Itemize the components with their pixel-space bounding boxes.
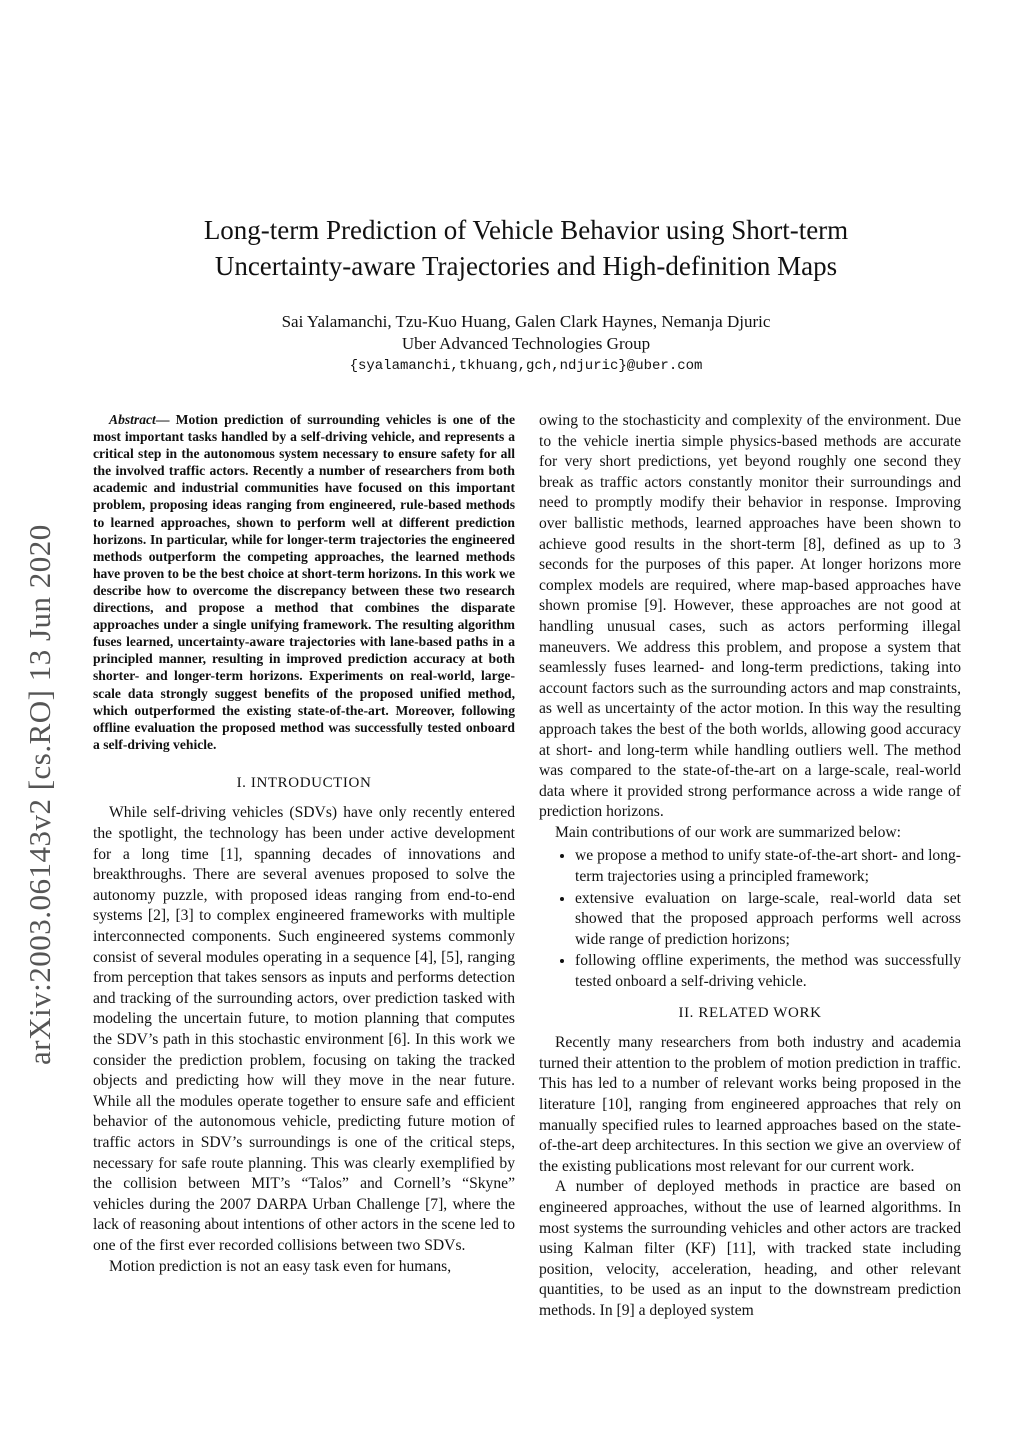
right-column: [539, 411, 961, 1322]
abstract: Abstract— Motion prediction of surrounding vehicles is one of the most important tasks handled by a self-driving vehicle, and represents a critical step in the autonomous system necessary to ensure safety for all the involved traffic actors. Recently a number of researchers from both academic and industrial communities have focused on this important problem, proposing ideas ranging from engineered, rule-based methods to learned approaches, shown to perform well at different prediction horizons. In particular, while for longer-term trajectories the engineered methods outperform the competing approaches, the learned methods have proven to be the best choice at short-term horizons. In this work we describe how to overcome the discrepancy between these two research directions, and propose a method that combines the disparate approaches under a single unifying framework. The resulting algorithm fuses learned, uncertainty-aware trajectories with lane-based paths in a principled manner, resulting in improved prediction accuracy at both shorter- and longer-term horizons. Experiments on real-world, large-scale data strongly suggest benefits of the proposed unified method, which outperformed the existing state-of-the-art. Moreover, following offline evaluation the proposed method was successfully tested onboard a self-driving vehicle.: [93, 412, 515, 752]
author-names: Sai Yalamanchi, Tzu-Kuo Huang, Galen Clark Haynes, Nemanja Djuric: [281, 312, 771, 331]
paper-title: [120, 212, 932, 284]
related-paragraph-1: Recently many researchers from both industry and academia turned their attention to the problem of motion prediction in traffic. This has led to a number of relevant works being proposed in the literature [10], ranging from engineered approaches that rely on manually specified rules to learned approaches based on the state-of-the-art deep architectures. In this section we give an overview of the existing publications most relevant for our current work.: [539, 1034, 961, 1175]
title-line-1: Long-term Prediction of Vehicle Behavior using Short-term: [203, 215, 849, 245]
contribution-item: • following offline experiments, the method was successfully tested onboard a self-driving vehicle.: [575, 951, 961, 992]
intro-paragraph-1: While self-driving vehicles (SDVs) have only recently entered the spotlight, the technology has been under active development for a long time [1], spanning decades of innovations and breakthroughs. There are several avenues proposed to solve the autonomy puzzle, with proposed ideas ranging from end-to-end systems [2], [3] to complex engineered frameworks with multiple interconnected components. Such engineered systems commonly consist of several modules operating in a sequence [4], [5], ranging from perception that takes sensors as inputs and performs detection and tracking of the surrounding actors, over prediction tasked with modeling the uncertain future, to motion planning that computes the SDV’s path in this stochastic environment [6]. In this work we consider the prediction problem, focusing on taking the tracked objects and predicting how will they move in the near future. While all the modules operate together to ensure safe and efficient behavior of the autonomous vehicle, predicting future motion of traffic actors in SDV’s surroundings is one of the critical steps, necessary for safe route planning. This was clearly exemplified by the collision between MIT’s “Talos” and Cornell’s “Skyne” vehicles during the 2007 DARPA Urban Challenge [7], where the lack of reasoning about intentions of other actors in the scene led to one of the first ever recorded collisions between two SDVs.: [93, 804, 515, 1254]
intro-paragraph-2-continued: owing to the stochasticity and complexity of the environment. Due to the vehicle inertia simple physics-based methods are accurate for very short predictions, yet beyond roughly one second they break as traffic actors constantly monitor their surroundings and need to promptly modify their behavior in response. Improving over ballistic methods, learned approaches have been shown to achieve good results in the short-term [8], defined as up to 3 seconds for the purposes of this paper. At longer horizons more complex models are required, where map-based approaches have shown promise [9]. However, these approaches are not good at handling unusual cases, such as actors performing illegal maneuvers. We address this problem, and propose a system that seamlessly fuses learned- and long-term predictions, taking into account factors such as the surrounding actors and map constraints, as well as uncertainty of the actor motion. In this way the resulting approach takes the best of the both worlds, allowing good accuracy at short- and long-term while handling outliers well. The method was compared to the state-of-the-art on a large-scale, real-world data where it provided strong performance across a wide range of prediction horizons.: [539, 412, 961, 821]
abstract-text: Motion prediction of surrounding vehicles is one of the most important tasks handled by a self-driving vehicle, and represents a critical step in the autonomous system necessary to ensure safety for all the involved traffic actors. Recently a number of researchers from both academic and industrial communities have focused on this important problem, proposing ideas ranging from engineered, rule-based methods to learned approaches, shown to perform well at different prediction horizons. In particular, while for longer-term trajectories the engineered methods outperform the competing approaches, the learned methods have proven to be the best choice at short-term horizons. In this work we describe how to overcome the discrepancy between these two research directions, and propose a method that combines the disparate approaches under a single unifying framework. The resulting algorithm fuses learned, uncertainty-aware trajectories with lane-based paths in a principled manner, resulting in improved prediction accuracy at both shorter- and longer-term horizons. Experiments on real-world, large-scale data strongly suggest benefits of the proposed unified method, which outperformed the existing state-of-the-art. Moreover, following offline evaluation the proposed method was successfully tested onboard a self-driving vehicle.: [93, 412, 515, 752]
contributions-intro: Main contributions of our work are summarized below:: [555, 823, 902, 841]
author-affiliation: Uber Advanced Technologies Group: [401, 334, 651, 353]
author-email: {syalamanchi,tkhuang,gch,ndjuric}@uber.com: [349, 358, 703, 374]
abstract-label: Abstract: [109, 412, 156, 427]
contribution-item: • extensive evaluation on large-scale, real-world data set showed that the proposed approach performs well across wide range of prediction horizons;: [575, 889, 961, 951]
title-line-2: Uncertainty-aware Trajectories and High-definition Maps: [214, 251, 838, 281]
related-work-heading: II. RELATED WORK: [678, 1004, 822, 1021]
contributions-list: [539, 846, 961, 992]
left-column: [93, 411, 515, 1277]
contribution-item: • we propose a method to unify state-of-the-art short- and long-term trajectories using a principled framework;: [575, 846, 961, 887]
arxiv-identifier: arXiv:2003.06143v2 [cs.RO] 13 Jun 2020: [22, 524, 57, 1065]
intro-heading: I. INTRODUCTION: [236, 774, 372, 791]
intro-paragraph-2-start: Motion prediction is not an easy task even for humans,: [109, 1257, 452, 1275]
author-block: [120, 311, 932, 377]
related-paragraph-2: A number of deployed methods in practice are based on engineered approaches, without the use of learned algorithms. In most systems the surrounding vehicles and other actors are tracked using Kalman filter (KF) [11], with tracked state including position, velocity, acceleration, heading, and other relevant quantities, to be used as an input to the downstream prediction methods. In [9] a deployed system: [539, 1178, 961, 1319]
